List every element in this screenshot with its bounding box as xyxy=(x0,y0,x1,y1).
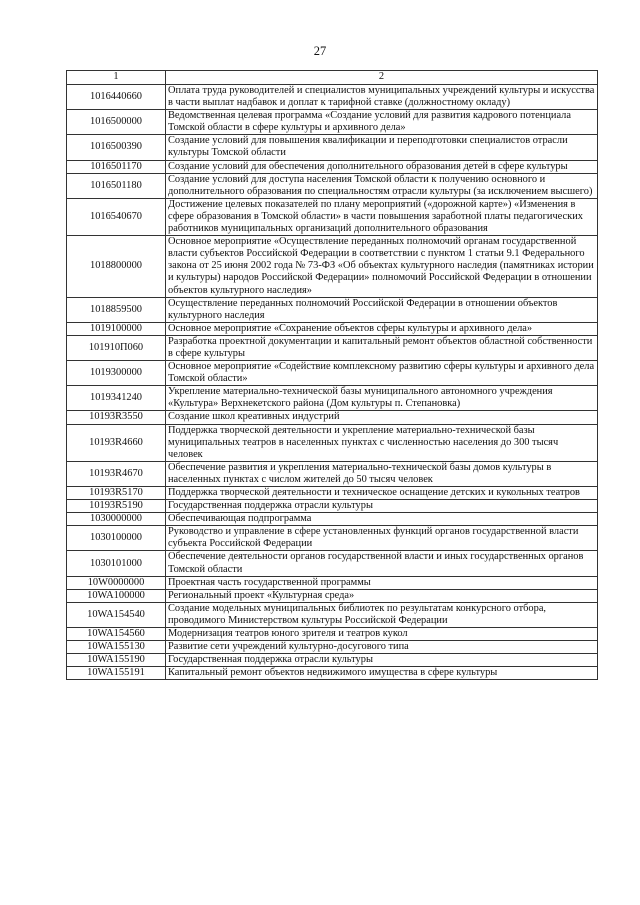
row-description: Основное мероприятие «Содействие комплексному развитию сферы культуры и архивного дела Томской области» xyxy=(166,361,598,386)
table-row xyxy=(67,85,598,110)
row-code: 10WA100000 xyxy=(67,589,166,602)
table-row xyxy=(67,487,598,500)
table-row xyxy=(67,173,598,198)
row-description: Развитие сети учреждений культурно-досугового типа xyxy=(166,641,598,654)
row-description: Региональный проект «Культурная среда» xyxy=(166,589,598,602)
table-row xyxy=(67,110,598,135)
table-row xyxy=(67,386,598,411)
row-description: Создание условий для доступа населения Томской области к получению основного и дополнительного образования по специальностям отрасли культуры (за исключением высшего) xyxy=(166,173,598,198)
row-code: 10193R4660 xyxy=(67,424,166,461)
table-row xyxy=(67,160,598,173)
table-row xyxy=(67,654,598,667)
row-description: Модернизация театров юного зрителя и театров кукол xyxy=(166,628,598,641)
row-description: Государственная поддержка отрасли культуры xyxy=(166,654,598,667)
table-row xyxy=(67,424,598,461)
row-code: 1016500390 xyxy=(67,135,166,160)
row-code: 1018800000 xyxy=(67,236,166,297)
row-description: Капитальный ремонт объектов недвижимого имущества в сфере культуры xyxy=(166,667,598,680)
row-description: Проектная часть государственной программы xyxy=(166,576,598,589)
row-description: Руководство и управление в сфере установленных функций органов государственной власти субъекта Российской Федерации xyxy=(166,526,598,551)
row-description: Обеспечение деятельности органов государственной власти и иных государственных органов Томской области xyxy=(166,551,598,576)
row-description: Ведомственная целевая программа «Создание условий для развития кадрового потенциала Томской области в сфере культуры и архивного дела» xyxy=(166,110,598,135)
row-description: Основное мероприятие «Осуществление переданных полномочий органам государственной власти субъектов Российской Федерации в соответствии с пунктом 1 статьи 9.1 Федерального закона от 25 июня 2002 года № 73-ФЗ «Об объектах культурного наследия (памятниках истории и культуры) народов Российской Федерации» полномочий Российской Федерации в отношении объектов культурного наследия» xyxy=(166,236,598,297)
row-code: 10193R5170 xyxy=(67,487,166,500)
row-description: Поддержка творческой деятельности и укрепление материально-технической базы муниципальных театров в населенных пунктах с численностью населения до 300 тысяч человек xyxy=(166,424,598,461)
page-number: 27 xyxy=(313,44,327,58)
table-row xyxy=(67,335,598,360)
row-code: 1019300000 xyxy=(67,361,166,386)
row-code: 10193R5190 xyxy=(67,500,166,513)
row-code: 1019100000 xyxy=(67,322,166,335)
table-row xyxy=(67,526,598,551)
row-description: Создание условий для повышения квалификации и переподготовки специалистов отрасли культуры Томской области xyxy=(166,135,598,160)
table-row xyxy=(67,602,598,627)
row-code: 1019341240 xyxy=(67,386,166,411)
table-row xyxy=(67,641,598,654)
table-row xyxy=(67,198,598,235)
row-description: Обеспечение развития и укрепления материально-технической базы домов культуры в населенных пунктах с числом жителей до 50 тысяч человек xyxy=(166,461,598,486)
row-code: 10WA155130 xyxy=(67,641,166,654)
table-row xyxy=(67,135,598,160)
row-description: Поддержка творческой деятельности и техническое оснащение детских и кукольных театров xyxy=(166,487,598,500)
row-description: Оплата труда руководителей и специалистов муниципальных учреждений культуры и искусства в части выплат надбавок и доплат к тарифной ставке (должностному окладу) xyxy=(166,85,598,110)
table-row xyxy=(67,513,598,526)
row-description: Разработка проектной документации и капитальный ремонт объектов областной собственности в сфере культуры xyxy=(166,335,598,360)
row-description: Государственная поддержка отрасли культуры xyxy=(166,500,598,513)
table-header-row xyxy=(67,71,598,85)
table-row xyxy=(67,589,598,602)
budget-code-table xyxy=(66,70,598,680)
row-code: 1030100000 xyxy=(67,526,166,551)
table-row xyxy=(67,667,598,680)
table-row xyxy=(67,411,598,424)
table-row xyxy=(67,236,598,297)
row-description: Осуществление переданных полномочий Российской Федерации в отношении объектов культурного наследия xyxy=(166,297,598,322)
row-code: 1030101000 xyxy=(67,551,166,576)
table-row xyxy=(67,576,598,589)
table-row xyxy=(67,361,598,386)
row-description: Создание школ креативных индустрий xyxy=(166,411,598,424)
table-row xyxy=(67,322,598,335)
row-description: Создание модельных муниципальных библиотек по результатам конкурсного отбора, проводимого Министерством культуры Российской Федерации xyxy=(166,602,598,627)
column-header-code: 1 xyxy=(67,71,166,85)
row-code: 101910П060 xyxy=(67,335,166,360)
row-code: 10WA154540 xyxy=(67,602,166,627)
row-code: 1016500000 xyxy=(67,110,166,135)
table-row xyxy=(67,461,598,486)
row-code: 1016501170 xyxy=(67,160,166,173)
row-code: 10WA155191 xyxy=(67,667,166,680)
row-code: 1016501180 xyxy=(67,173,166,198)
row-description: Основное мероприятие «Сохранение объектов сферы культуры и архивного дела» xyxy=(166,322,598,335)
row-code: 10WA154560 xyxy=(67,628,166,641)
row-code: 10W0000000 xyxy=(67,576,166,589)
table-row xyxy=(67,500,598,513)
row-code: 1016440660 xyxy=(67,85,166,110)
row-description: Укрепление материально-технической базы муниципального автономного учреждения «Культура» Верхнекетского района (Дом культуры п. Степановка) xyxy=(166,386,598,411)
row-code: 10193R4670 xyxy=(67,461,166,486)
row-code: 10WA155190 xyxy=(67,654,166,667)
row-description: Создание условий для обеспечения дополнительного образования детей в сфере культуры xyxy=(166,160,598,173)
row-description: Обеспечивающая подпрограмма xyxy=(166,513,598,526)
row-code: 1030000000 xyxy=(67,513,166,526)
table-row xyxy=(67,628,598,641)
row-code: 1018859500 xyxy=(67,297,166,322)
table-row xyxy=(67,551,598,576)
row-code: 10193R3550 xyxy=(67,411,166,424)
column-header-description: 2 xyxy=(166,71,598,85)
table-row xyxy=(67,297,598,322)
row-code: 1016540670 xyxy=(67,198,166,235)
row-description: Достижение целевых показателей по плану мероприятий («дорожной карте») «Изменения в сфере образования в Томской области» в части повышения заработной платы педагогических работников муниципальных организаций дополнительного образования xyxy=(166,198,598,235)
